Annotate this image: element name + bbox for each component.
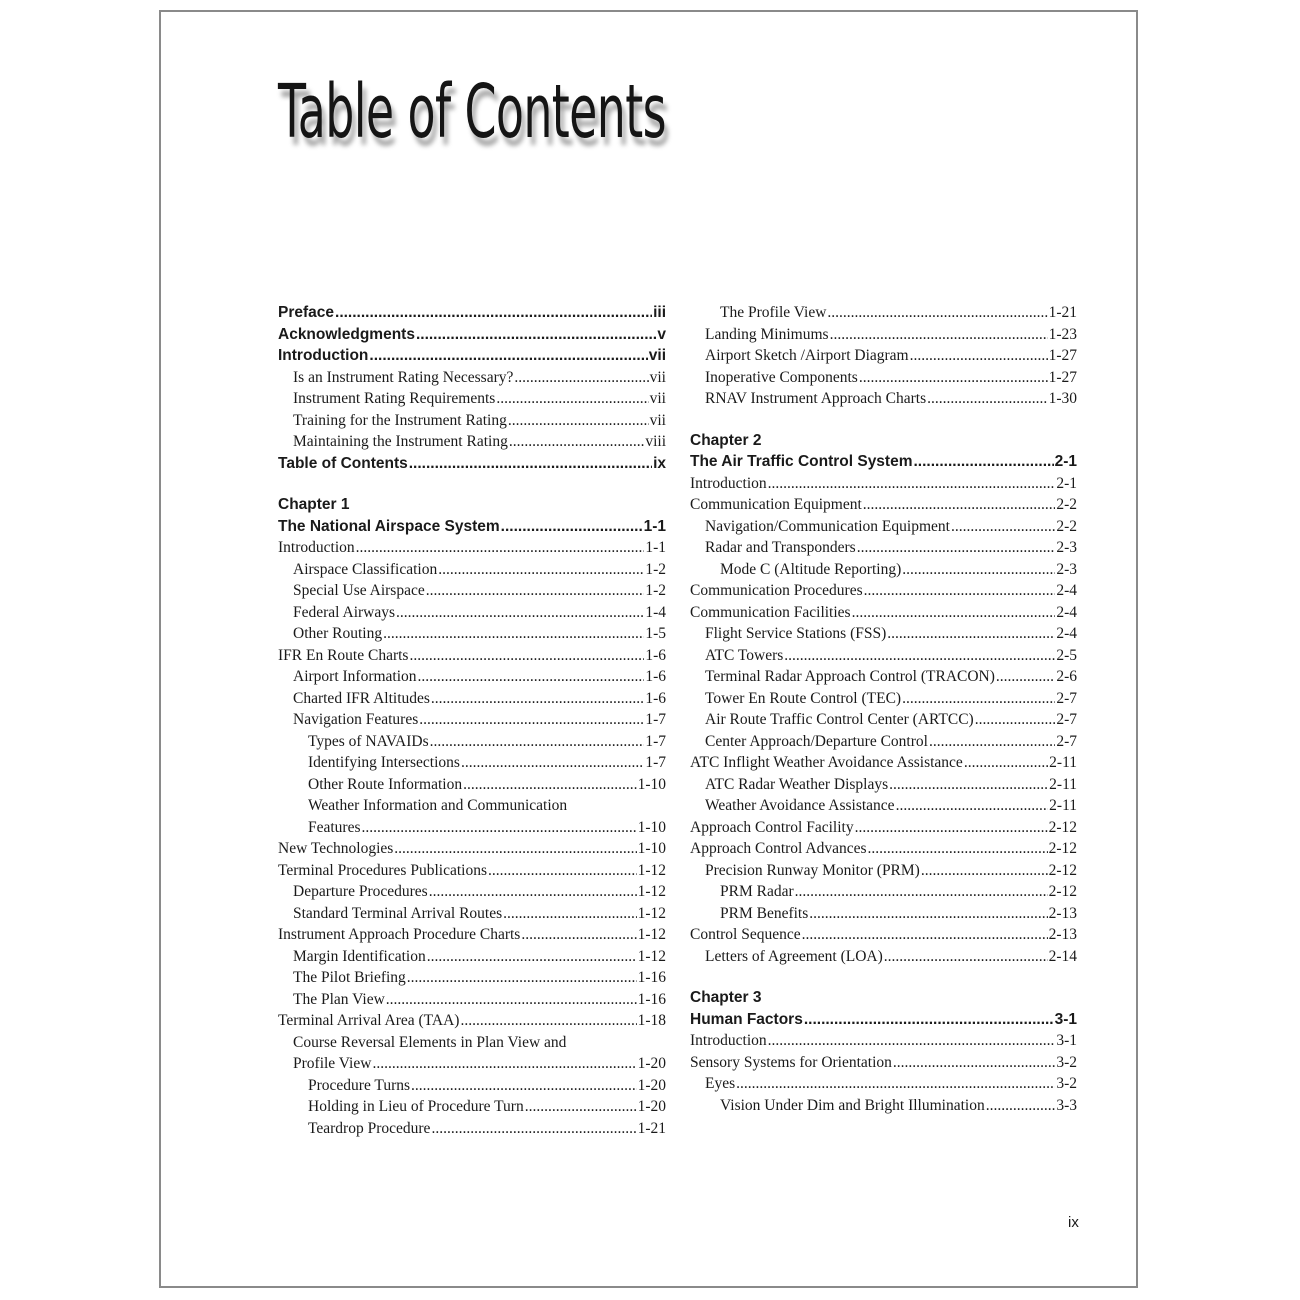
toc-entry-page: vii (649, 411, 666, 429)
toc-entry-label: Instrument Rating Requirements (293, 390, 496, 407)
toc-entry-label: Chapter 3 (690, 989, 762, 1006)
toc-entry-page: 1-12 (637, 883, 666, 900)
toc-entry-page: 1-27 (1048, 347, 1077, 364)
toc-entry-label: Instrument Approach Procedure Charts (278, 926, 521, 943)
dot-leader (887, 623, 1055, 645)
toc-entry[interactable] (690, 1095, 1077, 1117)
toc-entry-page: 1-16 (637, 990, 666, 1008)
dot-leader (986, 1095, 1056, 1117)
toc-entry-label: Communication Procedures (690, 582, 863, 599)
toc-entry[interactable] (690, 645, 1077, 667)
toc-entry[interactable] (690, 774, 1077, 796)
toc-entry[interactable] (690, 324, 1077, 346)
toc-entry-page: 2-7 (1056, 732, 1077, 750)
toc-entry-page: 2-4 (1056, 582, 1077, 599)
toc-entry-page: 2-14 (1048, 947, 1077, 965)
toc-entry-label: Training for the Instrument Rating (293, 411, 507, 429)
spacer (690, 967, 1077, 987)
toc-entry-page: 1-20 (637, 1076, 666, 1094)
dot-leader (802, 924, 1048, 946)
dot-leader (394, 838, 636, 860)
toc-entry-label: New Technologies (278, 840, 394, 857)
dot-leader (409, 453, 652, 475)
toc-entry[interactable] (278, 1118, 666, 1140)
toc-entry[interactable] (690, 1073, 1077, 1095)
dot-leader (396, 602, 644, 624)
toc-entry-page: 2-3 (1056, 539, 1077, 556)
dot-leader (496, 388, 648, 410)
toc-entry[interactable] (690, 388, 1077, 410)
toc-entry[interactable] (690, 473, 1077, 495)
toc-entry-page: 3-1 (1054, 1010, 1077, 1028)
toc-entry-page: vii (649, 390, 666, 407)
toc-entry-label: Departure Procedures (293, 883, 428, 900)
toc-entry-label: Terminal Radar Approach Control (TRACON) (705, 668, 995, 685)
dot-leader (859, 367, 1048, 389)
toc-entry[interactable] (278, 881, 666, 903)
dot-leader (372, 1053, 636, 1075)
dot-leader (927, 388, 1047, 410)
chapter-heading[interactable] (278, 494, 666, 516)
dot-leader (383, 623, 644, 645)
toc-entry-label: Identifying Intersections (308, 754, 460, 771)
toc-entry[interactable] (278, 666, 666, 688)
toc-entry[interactable] (278, 645, 666, 667)
dot-leader (889, 774, 1048, 796)
toc-entry-label: Other Routing (293, 625, 383, 642)
toc-entry-label: Communication Equipment (690, 496, 862, 513)
toc-entry[interactable] (278, 838, 666, 860)
dot-leader (514, 367, 648, 389)
toc-entry-label: Margin Identification (293, 947, 426, 965)
dot-leader (460, 1010, 636, 1032)
toc-entry[interactable] (690, 924, 1077, 946)
toc-entry-label: Airspace Classification (293, 560, 438, 578)
toc-entry-label: Federal Airways (293, 603, 396, 621)
toc-entry-major[interactable] (278, 453, 666, 475)
toc-entry-page: 1-21 (637, 1119, 666, 1137)
toc-entry-label: Tower En Route Control (TEC) (705, 689, 902, 707)
dot-leader (509, 431, 645, 453)
toc-entry-label: Navigation/Communication Equipment (705, 517, 950, 535)
toc-entry-label: The Plan View (293, 990, 385, 1008)
toc-entry-label: Features (308, 818, 361, 836)
toc-entry[interactable] (278, 388, 666, 410)
dot-leader (521, 924, 636, 946)
toc-right-column (690, 302, 1077, 1116)
dot-leader (427, 946, 637, 968)
toc-entry-label: Landing Minimums (705, 325, 829, 343)
toc-entry-label: Chapter 1 (278, 496, 350, 513)
toc-entry-page: 2-1 (1054, 453, 1077, 470)
dot-leader (362, 817, 637, 839)
toc-entry-page: 2-7 (1056, 689, 1077, 707)
toc-entry-label: Terminal Arrival Area (TAA) (278, 1012, 460, 1029)
toc-entry[interactable] (278, 1096, 666, 1118)
toc-entry-label: Table of Contents (278, 454, 408, 472)
toc-entry-label: Other Route Information (308, 775, 463, 793)
toc-entry-page: 2-6 (1056, 668, 1077, 685)
dot-leader (902, 688, 1055, 710)
dot-leader (868, 838, 1048, 860)
toc-entry[interactable] (690, 946, 1077, 968)
dot-leader (335, 302, 652, 324)
toc-entry-label: ATC Radar Weather Displays (705, 775, 889, 793)
toc-entry[interactable] (690, 1052, 1077, 1074)
toc-entry-page: 1-12 (637, 904, 666, 922)
toc-entry-label: The Air Traffic Control System (690, 453, 913, 470)
toc-entry-page: 1-10 (637, 818, 666, 836)
dot-leader (864, 580, 1056, 602)
toc-entry-major[interactable] (278, 324, 666, 346)
toc-entry-page: 1-12 (637, 926, 666, 943)
toc-entry-label: Airport Sketch /Airport Diagram (705, 347, 909, 364)
toc-entry-page: 2-11 (1049, 775, 1077, 793)
toc-entry-label: Inoperative Components (705, 368, 858, 386)
toc-entry[interactable] (690, 537, 1077, 559)
toc-entry-label: Acknowledgments (278, 325, 415, 343)
toc-entry-label: PRM Benefits (720, 904, 809, 922)
toc-entry-page: 2-11 (1049, 754, 1077, 771)
toc-entry-label: Chapter 2 (690, 431, 762, 449)
toc-entry-label: ATC Towers (705, 646, 784, 664)
toc-entry-page: 3-2 (1056, 1075, 1077, 1092)
toc-entry-label: Profile View (293, 1055, 372, 1072)
dot-leader (438, 559, 644, 581)
toc-entry-label: Vision Under Dim and Bright Illumination (720, 1096, 985, 1114)
toc-entry-label: Introduction (278, 539, 355, 556)
toc-entry-page: 1-2 (645, 582, 666, 599)
toc-entry-page: 3-1 (1056, 1032, 1077, 1049)
toc-entry-label: Eyes (705, 1075, 736, 1092)
toc-entry-page: 2-5 (1056, 646, 1077, 664)
toc-entry[interactable] (278, 431, 666, 453)
toc-entry-label: Introduction (690, 1032, 767, 1049)
toc-entry[interactable] (278, 946, 666, 968)
toc-entry-label: Radar and Transponders (705, 539, 856, 556)
toc-entry-page: 3-2 (1056, 1053, 1077, 1071)
toc-entry-label: Course Reversal Elements in Plan View and (293, 1033, 567, 1051)
toc-entry-label: Center Approach/Departure Control (705, 732, 928, 750)
toc-entry-page: 1-10 (637, 775, 666, 793)
toc-entry[interactable] (690, 367, 1077, 389)
toc-entry-page: 1-12 (637, 861, 666, 879)
dot-leader (964, 752, 1048, 774)
toc-entry-page: 2-12 (1048, 840, 1077, 857)
dot-leader (431, 1118, 636, 1140)
toc-entry-label: Precision Runway Monitor (PRM) (705, 861, 920, 879)
dot-leader (768, 473, 1056, 495)
dot-leader (784, 645, 1055, 667)
toc-entry[interactable] (278, 688, 666, 710)
toc-entry[interactable] (690, 580, 1077, 602)
dot-leader (508, 410, 649, 432)
page-number: ix (1068, 1214, 1079, 1231)
toc-entry[interactable] (278, 731, 666, 753)
toc-entry[interactable] (278, 623, 666, 645)
toc-entry-page: 2-12 (1048, 883, 1077, 900)
dot-leader (827, 302, 1047, 324)
toc-entry-page: 1-7 (645, 754, 666, 771)
toc-entry-page: 2-12 (1048, 861, 1077, 879)
toc-entry-page: 1-20 (637, 1098, 666, 1115)
toc-entry-page: 2-13 (1048, 926, 1077, 943)
toc-entry-label: Holding in Lieu of Procedure Turn (308, 1098, 524, 1115)
toc-entry-page: 3-3 (1056, 1096, 1077, 1114)
chapter-heading[interactable] (690, 987, 1077, 1009)
dot-leader (804, 1009, 1054, 1031)
toc-entry-page: 2-1 (1056, 474, 1077, 492)
toc-entry[interactable] (278, 1053, 666, 1075)
toc-entry-page: 1-6 (645, 668, 666, 685)
dot-leader (975, 709, 1056, 731)
dot-leader (809, 903, 1047, 925)
toc-entry-page: viii (645, 433, 666, 450)
toc-entry-page: 2-2 (1056, 496, 1077, 513)
toc-entry-major[interactable] (278, 345, 666, 367)
dot-leader (525, 1096, 637, 1118)
toc-entry-label: Weather Avoidance Assistance (705, 797, 895, 814)
dot-leader (884, 946, 1048, 968)
toc-entry[interactable] (690, 838, 1077, 860)
toc-entry-page: vii (649, 368, 666, 386)
dot-leader (795, 881, 1048, 903)
toc-entry[interactable] (690, 709, 1077, 731)
dot-leader (863, 494, 1056, 516)
toc-entry[interactable] (278, 774, 666, 796)
page-title: Table of Contents (278, 69, 666, 155)
dot-leader (503, 903, 636, 925)
toc-entry[interactable] (690, 302, 1077, 324)
toc-entry[interactable] (690, 623, 1077, 645)
dot-leader (426, 580, 645, 602)
toc-entry[interactable] (690, 1030, 1077, 1052)
toc-entry-page: 1-23 (1048, 325, 1077, 343)
dot-leader (914, 451, 1054, 473)
toc-entry-page: 2-13 (1048, 904, 1077, 922)
toc-entry[interactable] (278, 752, 666, 774)
toc-entry-page: 1-2 (645, 560, 666, 578)
dot-leader (852, 602, 1056, 624)
dot-leader (409, 645, 644, 667)
dot-leader (501, 516, 643, 538)
toc-entry[interactable] (278, 989, 666, 1011)
toc-entry-label: Procedure Turns (308, 1076, 411, 1094)
dot-leader (369, 345, 647, 367)
dot-leader (463, 774, 636, 796)
toc-entry-label: Approach Control Facility (690, 818, 854, 836)
toc-entry[interactable] (278, 537, 666, 559)
toc-entry-label: RNAV Instrument Approach Charts (705, 390, 927, 407)
dot-leader (929, 731, 1055, 753)
toc-entry-label: The Profile View (720, 304, 827, 321)
toc-entry[interactable] (278, 709, 666, 731)
dot-leader (461, 752, 644, 774)
toc-entry-label: Air Route Traffic Control Center (ARTCC) (705, 711, 974, 728)
toc-entry-page: 2-12 (1048, 818, 1077, 836)
toc-entry-label: ATC Inflight Weather Avoidance Assistance (690, 754, 963, 771)
toc-entry[interactable] (690, 731, 1077, 753)
toc-entry-label: Terminal Procedures Publications (278, 861, 487, 879)
dot-leader (857, 537, 1056, 559)
dot-leader (356, 537, 645, 559)
toc-entry-label: Approach Control Advances (690, 840, 867, 857)
dot-leader (419, 709, 644, 731)
toc-entry-page: 1-4 (645, 603, 666, 621)
toc-entry-page: 2-2 (1056, 517, 1077, 535)
toc-entry-page: 1-5 (645, 625, 666, 642)
toc-entry-page: 1-12 (637, 947, 666, 965)
dot-leader (893, 1052, 1055, 1074)
toc-entry-page: 1-7 (645, 732, 666, 750)
spacer (690, 410, 1077, 430)
toc-entry-label: IFR En Route Charts (278, 646, 409, 664)
toc-entry-label: Weather Information and Communication (308, 797, 568, 814)
toc-entry-page: iii (653, 304, 666, 321)
chapter-heading[interactable] (690, 430, 1077, 452)
dot-leader (386, 989, 637, 1011)
toc-entry-page: v (657, 325, 666, 343)
toc-entry-page: 1-1 (643, 517, 666, 535)
toc-entry-page: 1-7 (645, 711, 666, 728)
toc-entry[interactable] (278, 367, 666, 389)
dot-leader (902, 559, 1055, 581)
toc-entry[interactable] (278, 1032, 666, 1054)
toc-entry-page: 2-3 (1056, 560, 1077, 578)
toc-entry[interactable] (690, 817, 1077, 839)
toc-entry-label: PRM Radar (720, 883, 794, 900)
toc-entry-label: Letters of Agreement (LOA) (705, 947, 883, 965)
dot-leader (416, 324, 656, 346)
toc-entry-page: 1-1 (645, 539, 666, 556)
toc-entry-label: Preface (278, 304, 335, 321)
toc-entry-page: 1-6 (645, 646, 666, 664)
spacer (278, 474, 666, 494)
dot-leader (430, 731, 645, 753)
dot-leader (418, 666, 645, 688)
toc-entry[interactable] (278, 817, 666, 839)
toc-entry-label: Mode C (Altitude Reporting) (720, 560, 902, 578)
dot-leader (411, 1075, 637, 1097)
toc-entry-page: 1-6 (645, 689, 666, 707)
dot-leader (429, 881, 637, 903)
toc-entry[interactable] (278, 1075, 666, 1097)
toc-entry-page: 1-20 (637, 1055, 666, 1072)
toc-entry[interactable] (690, 752, 1077, 774)
toc-entry[interactable] (690, 795, 1077, 817)
toc-entry-label: Types of NAVAIDs (308, 732, 429, 750)
toc-entry[interactable] (690, 666, 1077, 688)
dot-leader (736, 1073, 1055, 1095)
toc-entry-label: Special Use Airspace (293, 582, 425, 599)
toc-entry-label: Introduction (690, 474, 767, 492)
toc-entry-page: 1-18 (637, 1012, 666, 1029)
toc-entry-label: Teardrop Procedure (308, 1119, 431, 1137)
toc-entry-label: Introduction (278, 347, 369, 364)
dot-leader (855, 817, 1048, 839)
toc-entry[interactable] (690, 860, 1077, 882)
toc-entry-page: 2-4 (1056, 625, 1077, 642)
toc-entry[interactable] (690, 881, 1077, 903)
toc-entry[interactable] (278, 860, 666, 882)
toc-entry-label: Airport Information (293, 668, 417, 685)
toc-entry-label: Is an Instrument Rating Necessary? (293, 368, 514, 386)
dot-leader (896, 795, 1049, 817)
toc-entry-major[interactable] (690, 1009, 1077, 1031)
toc-entry[interactable] (278, 924, 666, 946)
toc-entry-label: Charted IFR Altitudes (293, 689, 430, 707)
dot-leader (768, 1030, 1056, 1052)
toc-entry[interactable] (278, 967, 666, 989)
toc-entry-page: 2-11 (1049, 797, 1077, 814)
dot-leader (921, 860, 1048, 882)
toc-entry-label: Maintaining the Instrument Rating (293, 433, 508, 450)
toc-entry-label: Communication Facilities (690, 603, 851, 621)
toc-entry-page: 1-16 (637, 969, 666, 986)
toc-entry-label: Flight Service Stations (FSS) (705, 625, 887, 642)
toc-entry[interactable] (690, 345, 1077, 367)
dot-leader (407, 967, 637, 989)
dot-leader (488, 860, 637, 882)
toc-left-column (278, 302, 666, 1139)
toc-entry-label: Navigation Features (293, 711, 419, 728)
toc-entry[interactable] (278, 559, 666, 581)
dot-leader (996, 666, 1055, 688)
toc-entry[interactable] (278, 795, 666, 817)
toc-entry-label: Human Factors (690, 1010, 803, 1028)
toc-entry-major[interactable] (690, 451, 1077, 473)
toc-entry[interactable] (278, 903, 666, 925)
toc-entry[interactable] (690, 516, 1077, 538)
toc-entry-label: The National Airspace System (278, 517, 500, 535)
toc-entry[interactable] (690, 688, 1077, 710)
toc-entry-page: 1-10 (637, 840, 666, 857)
toc-entry-page: 1-21 (1048, 304, 1077, 321)
toc-entry-label: Standard Terminal Arrival Routes (293, 904, 503, 922)
toc-entry-label: Sensory Systems for Orientation (690, 1053, 892, 1071)
toc-entry[interactable] (278, 1010, 666, 1032)
toc-entry-label: Control Sequence (690, 926, 801, 943)
toc-entry[interactable] (690, 559, 1077, 581)
toc-entry-page: 1-30 (1048, 390, 1077, 407)
toc-entry[interactable] (690, 494, 1077, 516)
toc-entry[interactable] (278, 602, 666, 624)
toc-entry-major[interactable] (278, 302, 666, 324)
toc-entry[interactable] (690, 903, 1077, 925)
toc-entry[interactable] (278, 410, 666, 432)
toc-entry[interactable] (278, 580, 666, 602)
dot-leader (910, 345, 1048, 367)
toc-entry-major[interactable] (278, 516, 666, 538)
toc-entry-page: 1-27 (1048, 368, 1077, 386)
dot-leader (951, 516, 1055, 538)
toc-entry-page: 2-4 (1056, 603, 1077, 621)
dot-leader (431, 688, 644, 710)
toc-entry-label: The Pilot Briefing (293, 969, 406, 986)
toc-entry-page: 2-7 (1056, 711, 1077, 728)
toc-entry[interactable] (690, 602, 1077, 624)
dot-leader (830, 324, 1048, 346)
toc-entry-page: vii (648, 347, 666, 364)
toc-entry-page: ix (653, 454, 666, 472)
